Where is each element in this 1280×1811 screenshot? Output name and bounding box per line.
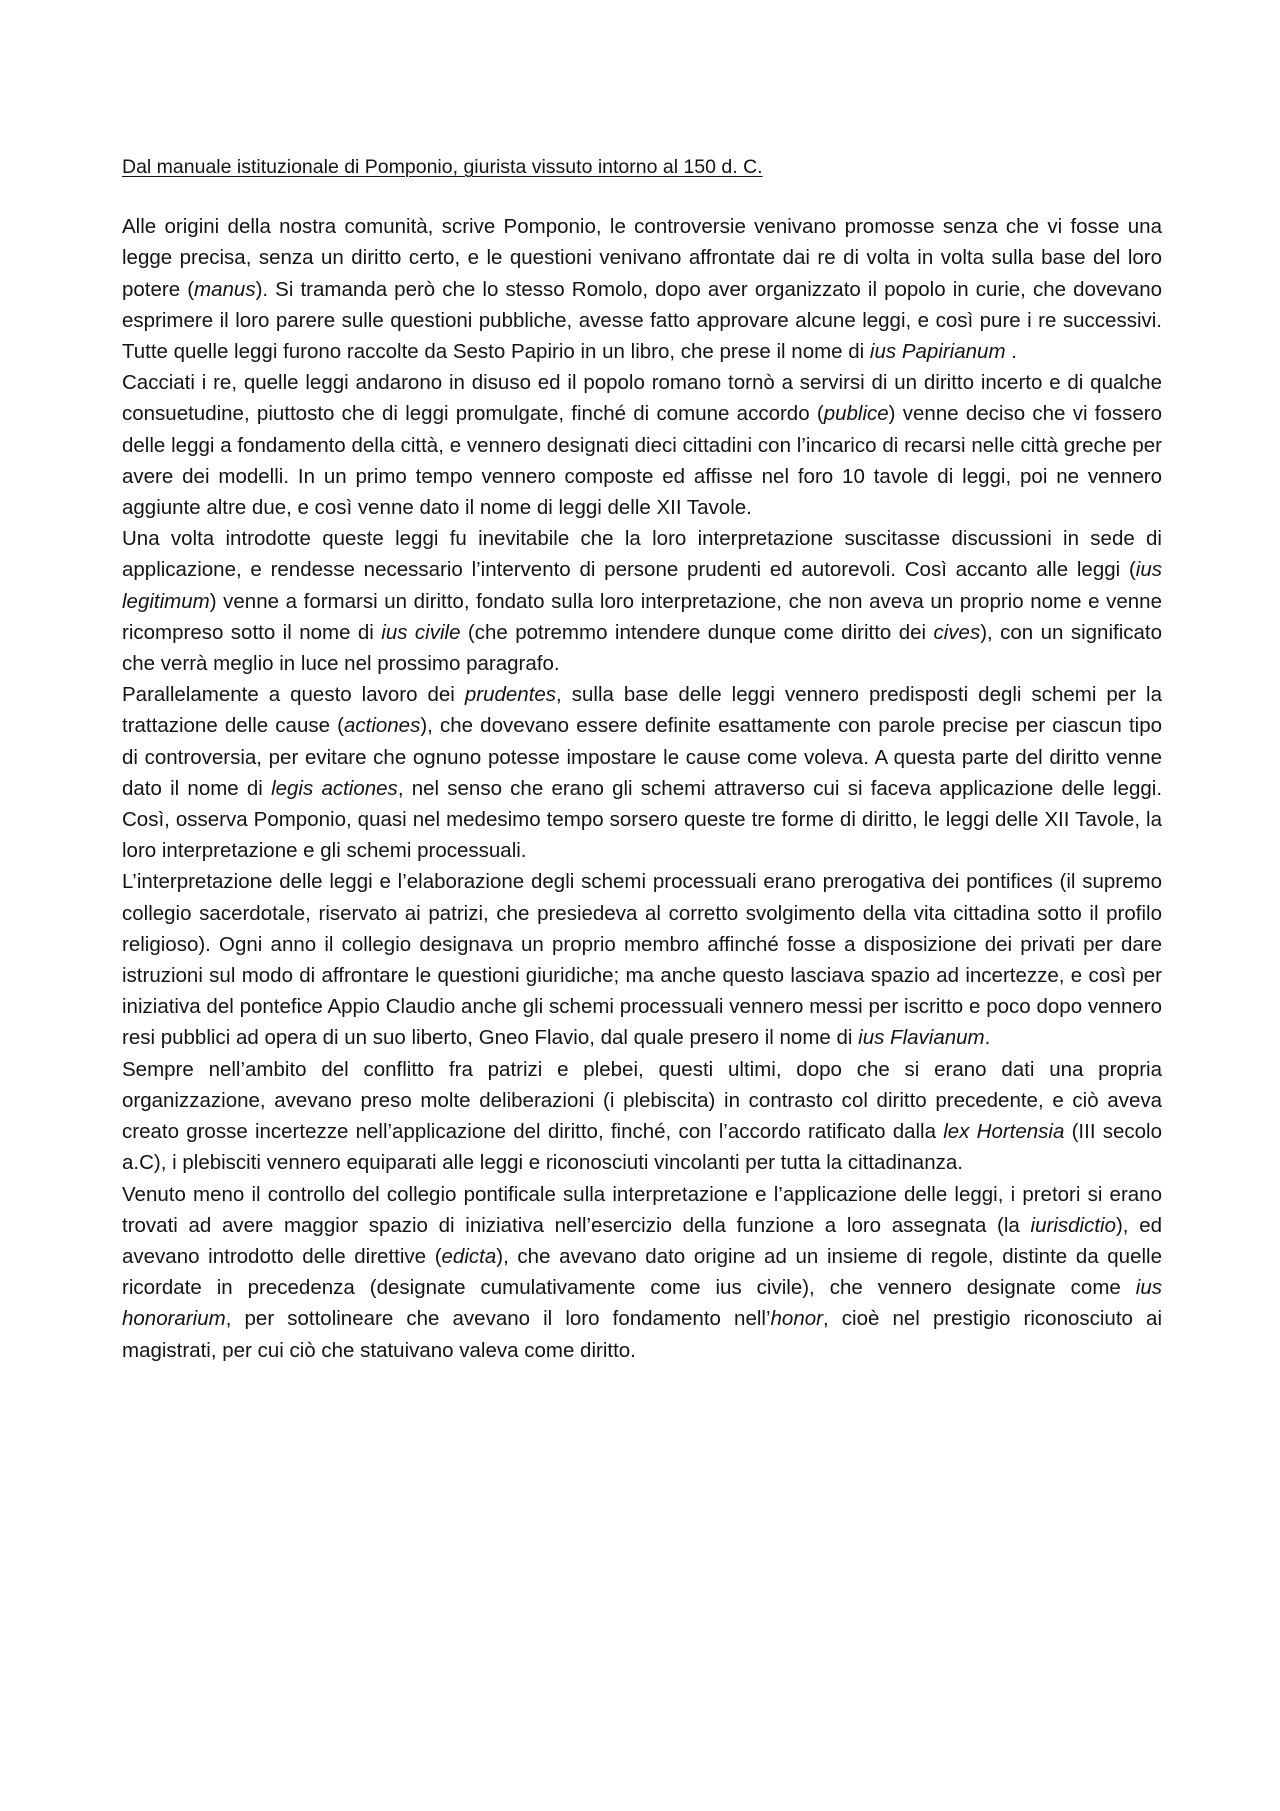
paragraph xyxy=(122,211,1162,367)
paragraph-text: , per sottolineare che avevano il loro fondamento nell’ xyxy=(225,1307,771,1331)
paragraph-text: Venuto meno il controllo del collegio pontificale sulla interpretazione e l’applicazione delle leggi, i pretori si erano trovati ad avere maggior spazio di iniziativa nell’esercizio della funzione a loro assegnata (la xyxy=(122,1182,1162,1237)
paragraph-text: Alle origini della nostra comunità, scrive Pomponio, le controversie venivano promosse senza che vi fosse una legge precisa, senza un diritto certo, e le questioni venivano affrontate dai re di volta in volta sulla base del loro potere ( xyxy=(122,215,1162,301)
italic-term: edicta xyxy=(441,1244,497,1268)
italic-term: legis actiones xyxy=(271,776,398,800)
paragraph-text: ), che avevano dato origine ad un insieme di regole, distinte da quelle ricordate in precedenza (designate cumulativamente come ius civile), che vennero designate come xyxy=(122,1244,1162,1300)
document-page xyxy=(122,152,1162,1366)
italic-term: manus xyxy=(194,277,256,301)
document-body xyxy=(122,211,1162,1366)
paragraph-text: ) venne a formarsi un diritto, fondato sulla loro interpretazione, che non aveva un proprio nome e venne ricompreso sotto il nome di xyxy=(122,589,1162,644)
paragraph-text: Una volta introdotte queste leggi fu inevitabile che la loro interpretazione suscitasse discussioni in sede di applicazione, e rendesse necessario l’intervento di persone prudenti ed autorevoli. Così accanto alle leggi ( xyxy=(122,527,1162,582)
paragraph-text: ), che dovevano essere definite esattamente con parole precise per ciascun tipo di controversia, per evitare che ognuno potesse impostare le cause come voleva. A questa parte del diritto venne dato il nome di xyxy=(122,714,1163,800)
italic-term: ius Papirianum xyxy=(869,340,1006,364)
paragraph xyxy=(122,866,1162,1053)
italic-term: prudentes xyxy=(464,683,557,707)
paragraph-text: (che potremmo intendere dunque come diritto dei xyxy=(460,620,934,644)
paragraph-text: , nel senso che erano gli schemi attraverso cui si faceva applicazione delle leggi. Così, osserva Pomponio, quasi nel medesimo tempo sorsero queste tre forme di diritto, le leggi delle XII Tavole, la loro interpretazione e gli schemi processuali. xyxy=(122,776,1163,863)
paragraph xyxy=(122,1054,1162,1179)
italic-term: ius honorarium xyxy=(122,1276,1162,1331)
paragraph-text: Sempre nell’ambito del conflitto fra patrizi e plebei, questi ultimi, dopo che si erano dati una propria organizzazione, avevano preso molte deliberazioni (i plebiscita) in contrasto col diritto precedente, e ciò aveva creato grosse incertezze nell’applicazione del diritto, finché, con l’accordo ratificato dalla xyxy=(122,1057,1162,1144)
italic-term: ius civile xyxy=(381,620,461,644)
italic-term: publice xyxy=(823,402,889,426)
italic-term: cives xyxy=(933,620,981,644)
paragraph-text: Cacciati i re, quelle leggi andarono in disuso ed il popolo romano tornò a servirsi di un diritto incerto e di qualche consuetudine, piuttosto che di leggi promulgate, finché di comune accordo ( xyxy=(122,371,1162,426)
paragraph xyxy=(122,523,1162,679)
paragraph xyxy=(122,1179,1162,1366)
italic-term: ius legitimum xyxy=(122,558,1162,613)
paragraph-text: L’interpretazione delle leggi e l’elaborazione degli schemi processuali erano prerogativa dei pontifices (il supremo collegio sacerdotale, riservato ai patrizi, che presiedeva al corretto svolgimento della vita cittadina sotto il profilo religioso). Ogni anno il collegio designava un proprio membro affinché fosse a disposizione dei privati per dare istruzioni sul modo di affrontare le questioni giuridiche; ma anche questo lasciava spazio ad incertezze, e così per iniziativa del pontefice Appio Claudio anche gli schemi processuali vennero messi per iscritto e poco dopo vennero resi pubblici ad opera di un suo liberto, Gneo Flavio, dal quale presero il nome di xyxy=(122,870,1162,1050)
italic-term: lex Hortensia xyxy=(943,1120,1065,1144)
paragraph-text: , sulla base delle leggi vennero predisposti degli schemi per la trattazione delle cause ( xyxy=(122,683,1162,738)
paragraph-text: ), con un significato che verrà meglio in luce nel prossimo paragrafo. xyxy=(122,620,1163,676)
paragraph-text: . xyxy=(984,1026,991,1050)
paragraph-text: Parallelamente a questo lavoro dei xyxy=(122,683,465,707)
italic-term: iurisdictio xyxy=(1030,1213,1116,1237)
paragraph xyxy=(122,367,1162,523)
italic-term: honor xyxy=(770,1307,823,1331)
italic-term: actiones xyxy=(343,714,421,738)
paragraph xyxy=(122,679,1162,866)
paragraph-text: , cioè nel prestigio riconosciuto ai magistrati, per cui ciò che statuivano valeva come diritto. xyxy=(122,1307,1163,1362)
italic-term: ius Flavianum xyxy=(858,1026,985,1050)
paragraph-text: ) venne deciso che vi fossero delle leggi a fondamento della città, e vennero designati dieci cittadini con l’incarico di recarsi nelle città greche per avere dei modelli. In un primo tempo vennero composte ed affisse nel foro 10 tavole di leggi, poi ne vennero aggiunte altre due, e così venne dato il nome di leggi delle XII Tavole. xyxy=(122,402,1163,520)
document-title: Dal manuale istituzionale di Pomponio, giurista vissuto intorno al 150 d. C. xyxy=(122,156,763,178)
paragraph-text: (III secolo a.C), i plebisciti vennero equiparati alle leggi e riconosciuti vincolanti per tutta la cittadinanza. xyxy=(122,1120,1162,1175)
paragraph-text: ), ed avevano introdotto delle direttive ( xyxy=(122,1213,1162,1268)
paragraph-text: ). Si tramanda però che lo stesso Romolo, dopo aver organizzato il popolo in curie, che dovevano esprimere il loro parere sulle questioni pubbliche, avesse fatto approvare alcune leggi, e così pure i re successivi. Tutte quelle leggi furono raccolte da Sesto Papirio in un libro, che prese il nome di xyxy=(122,277,1162,364)
paragraph-text: . xyxy=(1005,340,1017,364)
